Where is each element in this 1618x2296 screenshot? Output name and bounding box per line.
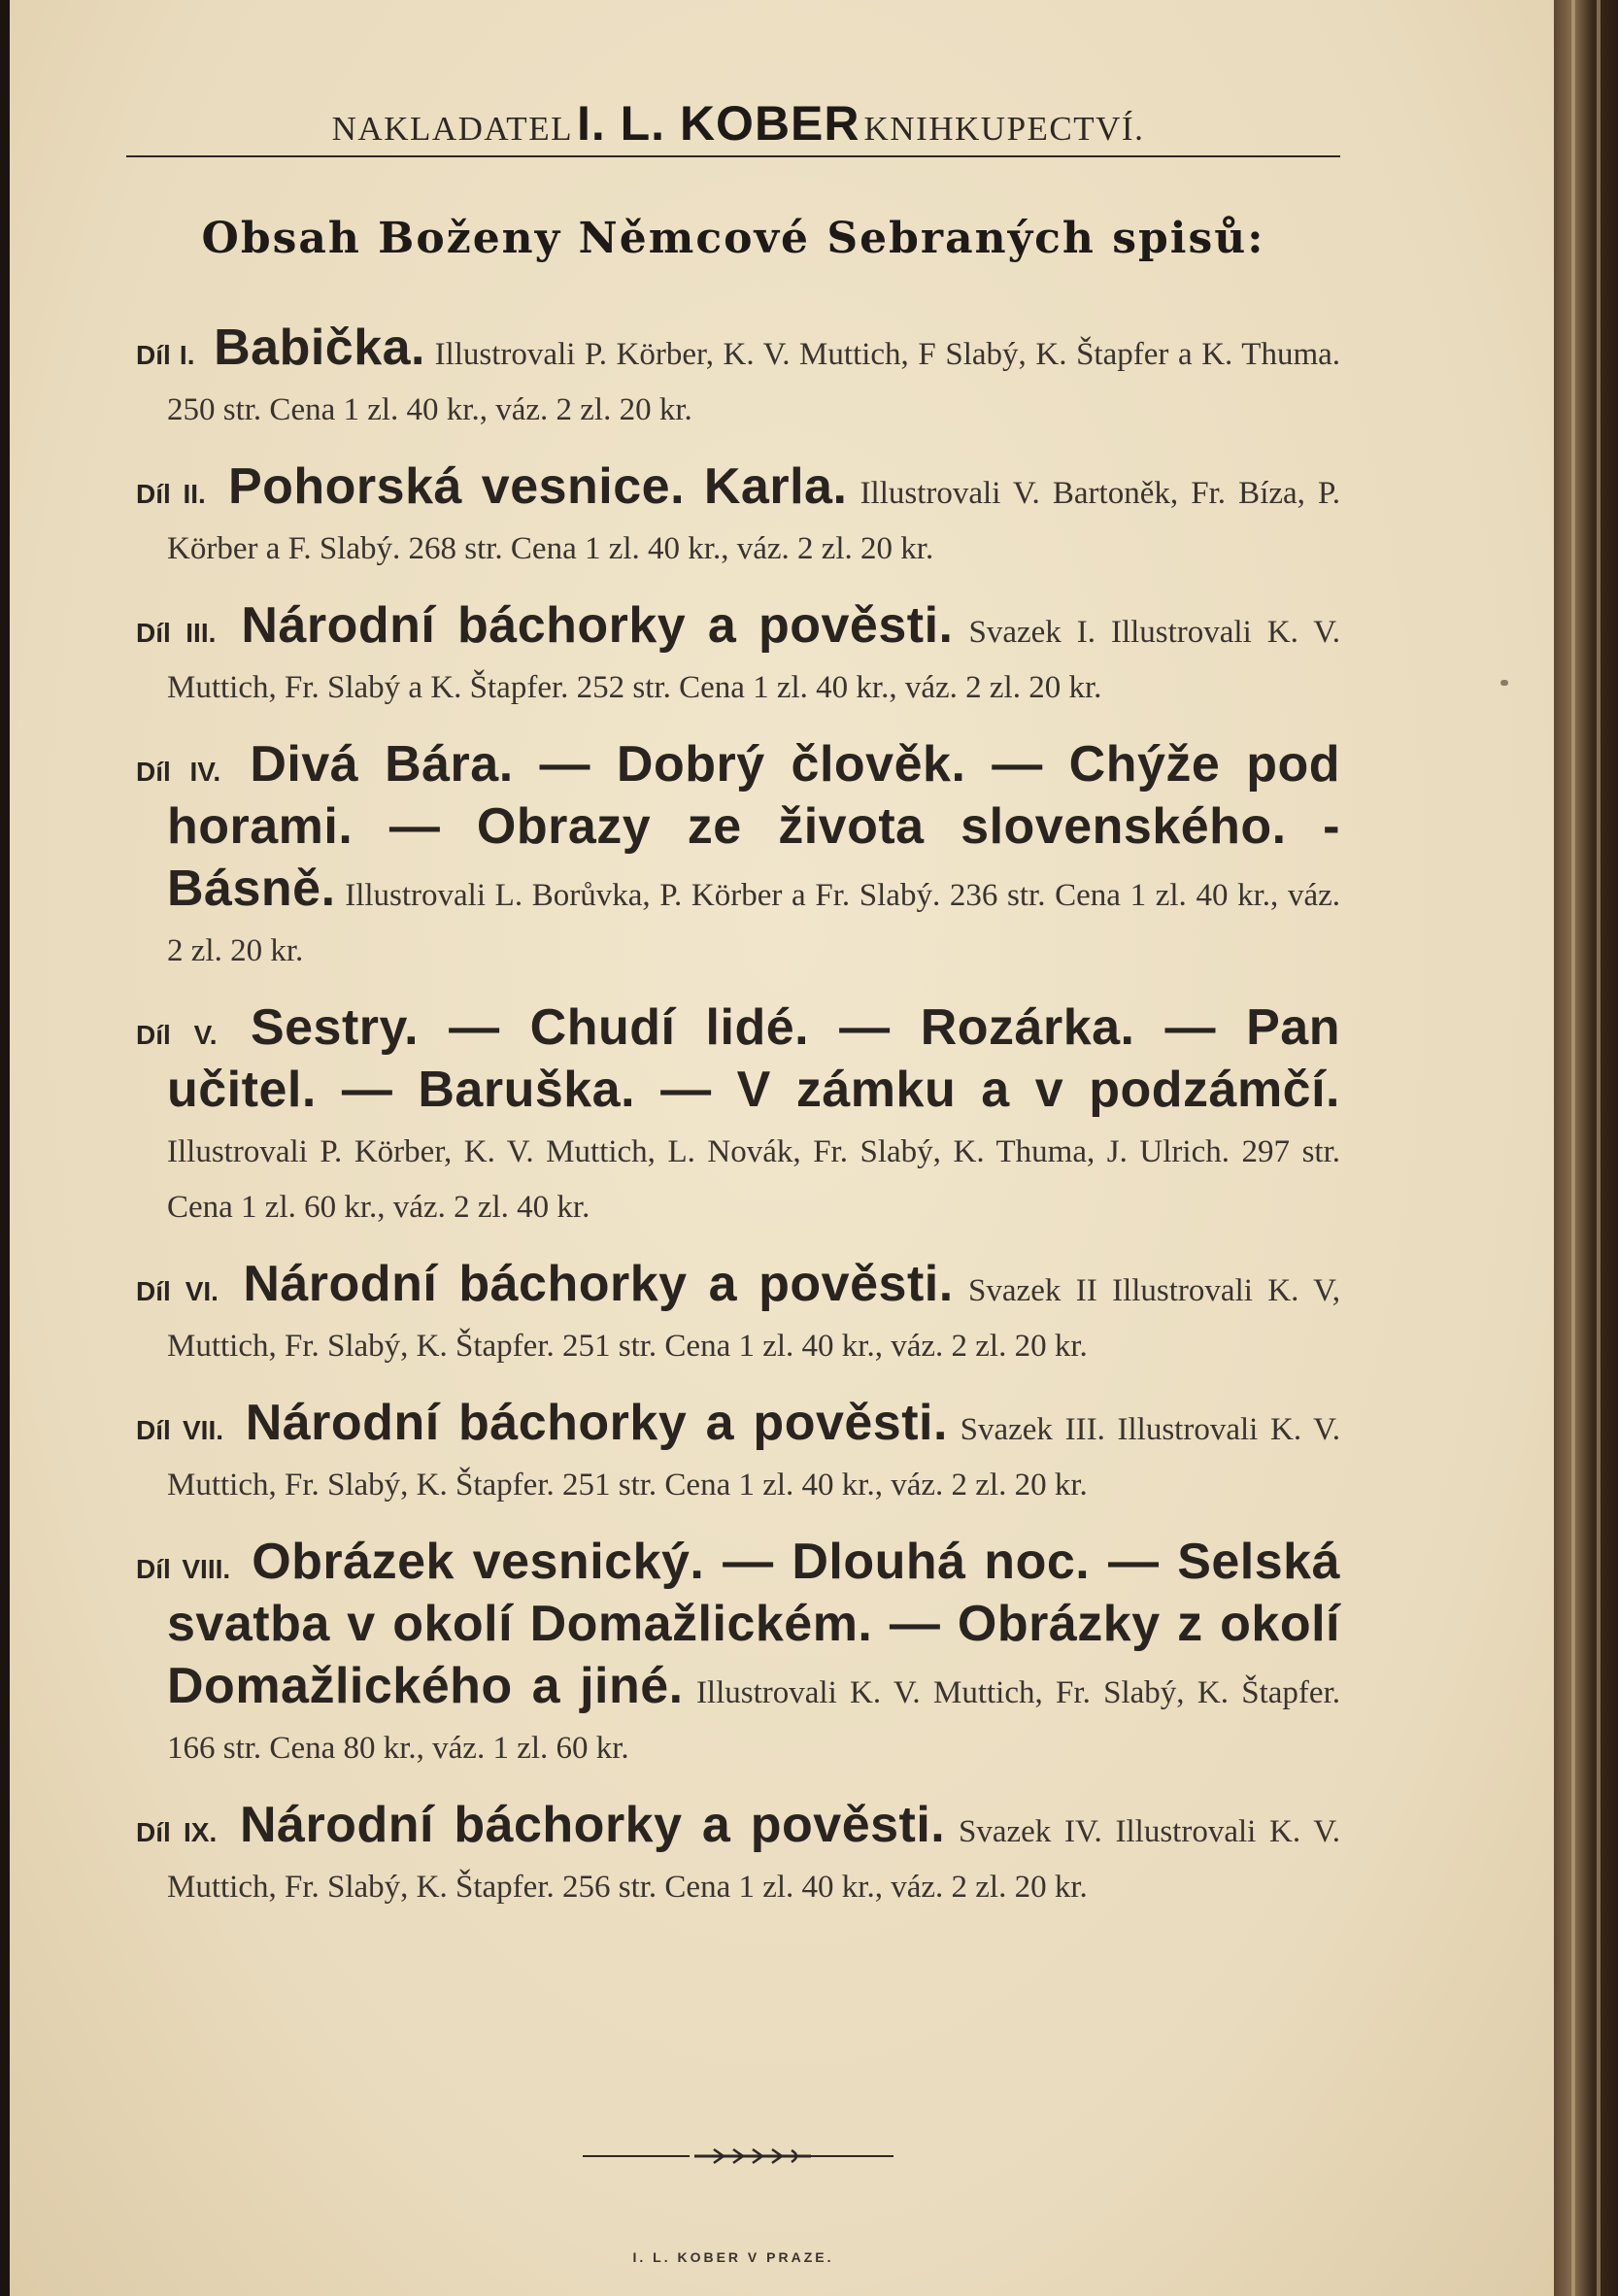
work-description: Svazek IV. Illustrovali K. V. Muttich, Fr. Slabý, K. Štapfer. 256 str. Cena 1 zl. 40 kr., váz. 2 zl. 20 kr. [167,1814,1341,1905]
work-title: Národní báchorky a pověsti. [241,597,954,654]
work-description: Svazek I. Illustrovali K. V. Muttich, Fr. Slabý a K. Štapfer. 252 str. Cena 1 zl. 40 kr., váz. 2 zl. 20 kr. [167,615,1341,705]
binding-edge-line [1597,0,1601,2296]
work-description: Illustrovali P. Körber, K. V. Muttich, L. Novák, Fr. Slabý, K. Thuma, J. Ulrich. 297 str. Cena 1 zl. 60 kr., váz. 2 zl. 40 kr. [167,1134,1340,1225]
volume-label: Díl II. [136,479,206,509]
contents-entry [136,1000,1340,1235]
volume-label: Díl VII. [136,1415,224,1445]
header-publisher-name: I. L. KOBER [576,96,860,151]
volume-label: Díl VIII. [136,1554,231,1584]
work-title: Obrázek vesnický. — Dlouhá noc. — Selská svatba v okolí Domažlickém. — Obrázky z okolí Domažlického a jiné. [167,1534,1341,1714]
header-rule [126,155,1340,157]
ornament-flourish-icon [694,2146,811,2166]
work-title: Sestry. — Chudí lidé. — Rozárka. — Pan učitel. — Baruška. — V zámku a v podzámčí. [167,999,1340,1118]
work-description: Illustrovali K. V. Muttich, Fr. Slabý, K. Štapfer. 166 str. Cena 80 kr., váz. 1 zl. 60 kr. [167,1675,1340,1766]
volume-label: Díl IX. [136,1817,218,1847]
work-description: Illustrovali V. Bartoněk, Fr. Bíza, P. Körber a F. Slabý. 268 str. Cena 1 zl. 40 kr., váz. 2 zl. 20 kr. [167,476,1340,566]
work-description: Svazek II Illustrovali K. V, Muttich, Fr. Slabý, K. Štapfer. 251 str. Cena 1 zl. 40 kr., váz. 2 zl. 20 kr. [167,1273,1340,1364]
work-title: Národní báchorky a pověsti. [245,1395,948,1451]
contents-entry [136,321,1340,438]
volume-label: Díl V. [136,1020,218,1050]
work-title: Národní báchorky a pověsti. [243,1256,954,1312]
ornament-line-right [811,2155,893,2157]
page-title: Obsah Boženy Němcové Sebraných spisů: [201,214,1265,263]
volume-label: Díl I. [136,340,195,370]
work-description: Illustrovali L. Borůvka, P. Körber a Fr. Slabý. 236 str. Cena 1 zl. 40 kr., váz. 2 zl. 20 kr. [167,878,1341,968]
header-publisher-label: NAKLADATEL [331,110,573,148]
publisher-header [136,95,1340,152]
contents-entry [136,1798,1340,1915]
printer-imprint: I. L. KOBER V PRAZE. [632,2249,834,2265]
contents-entry [136,1396,1340,1513]
contents-entry [136,1535,1340,1776]
ornament-divider [583,2146,893,2166]
paper-blemish [1500,680,1508,686]
volume-label: Díl III. [136,618,217,648]
work-description: Illustrovali P. Körber, K. V. Muttich, F Slabý, K. Štapfer a K. Thuma. 250 str. Cena 1 zl. 40 kr., váz. 2 zl. 20 kr. [167,337,1341,427]
work-title: Babička. [214,320,425,376]
binding-edge-line [1571,0,1575,2296]
volume-label: Díl VI. [136,1276,219,1306]
header-bookshop-label: KNIHKUPECTVÍ. [863,110,1145,148]
work-description: Svazek III. Illustrovali K. V. Muttich, Fr. Slabý, K. Štapfer. 251 str. Cena 1 zl. 40 kr., váz. 2 zl. 20 kr. [167,1412,1341,1503]
contents-entry [136,737,1340,979]
work-title: Národní báchorky a pověsti. [239,1797,946,1853]
work-title: Divá Bára. — Dobrý člověk. — Chýže pod horami. — Obrazy ze života slovenského. - Básně. [167,736,1340,917]
volume-label: Díl IV. [136,757,221,787]
contents-entry [136,459,1340,577]
work-title: Pohorská vesnice. Karla. [227,458,848,515]
contents-entry [136,1257,1340,1374]
ornament-line-left [583,2155,690,2157]
book-binding [1554,0,1618,2296]
book-page [10,0,1554,2296]
contents-list [136,321,1340,1937]
contents-entry [136,598,1340,716]
